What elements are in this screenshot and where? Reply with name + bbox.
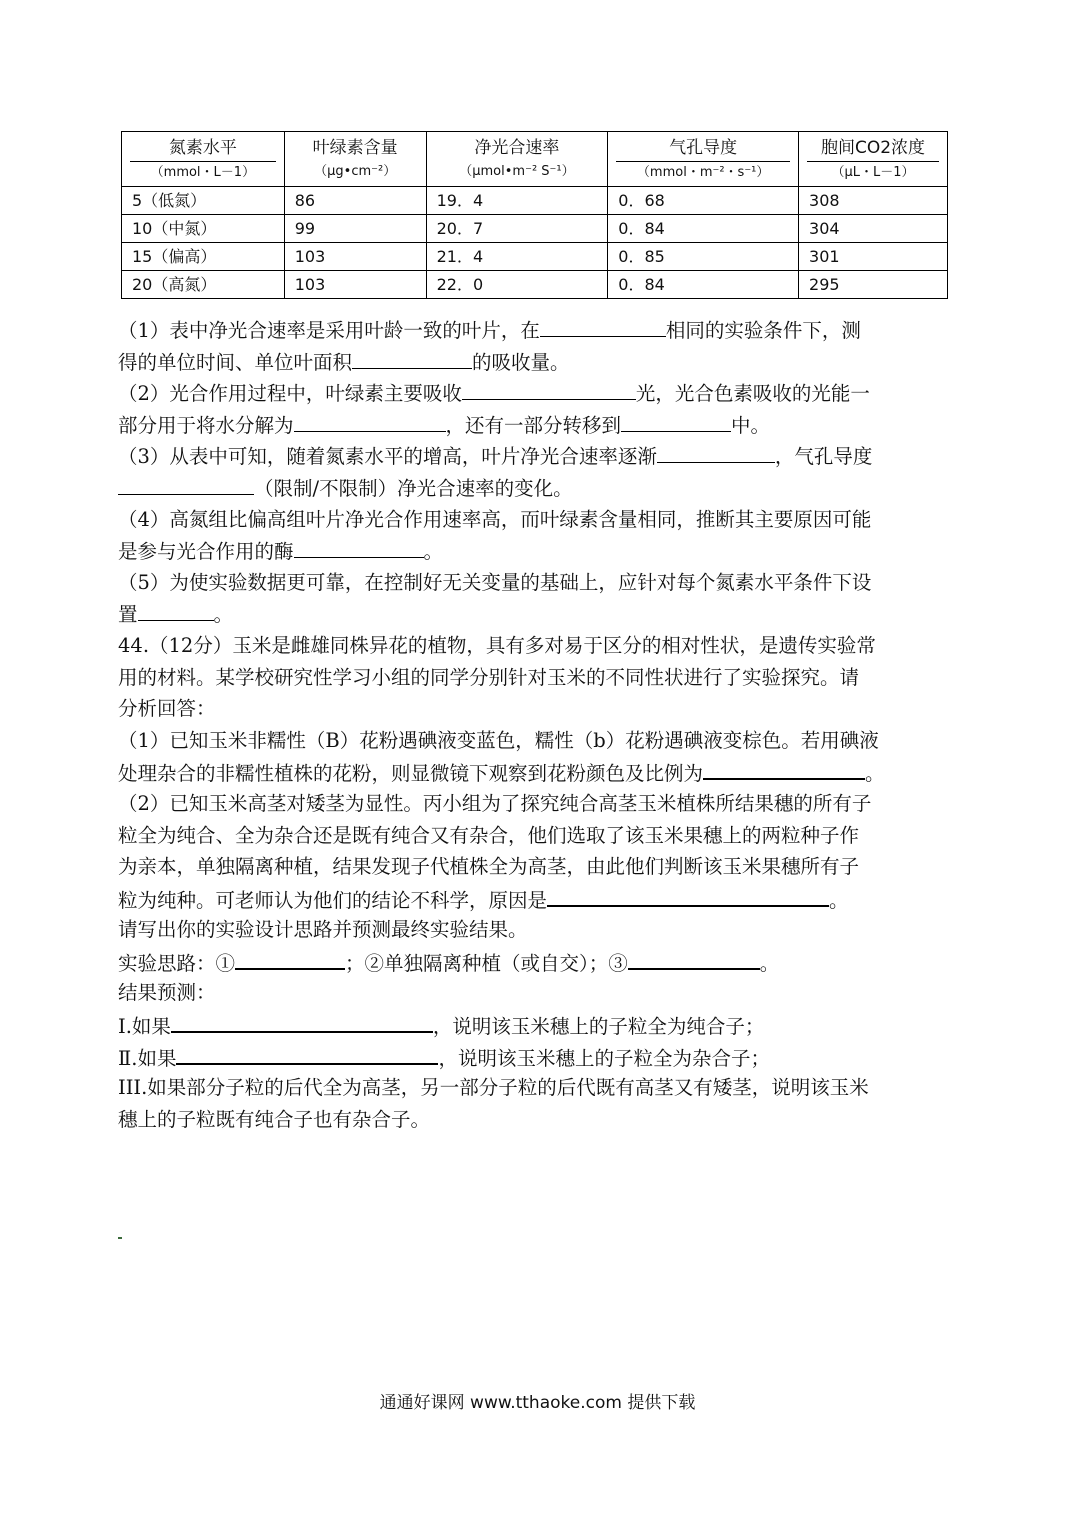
table-row — [122, 215, 948, 243]
q44-part2-line3: 为亲本，单独隔离种植，结果发现子代植株全为高茎，由此他们判断该玉米果穗所有子 — [118, 855, 860, 879]
q44-design-line: 请写出你的实验设计思路并预测最终实验结果。 — [118, 918, 528, 942]
answer-blank[interactable] — [462, 377, 636, 400]
q44-result2-line: Ⅱ.如果 ，说明该玉米穗上的子粒全为杂合子； — [118, 1041, 968, 1073]
q44-part2-line1: （2）已知玉米高茎对矮茎为显性。丙小组为了探究纯合高茎玉米植株所结果穗的所有子 — [118, 791, 872, 815]
table-cell: 21．4 — [426, 243, 608, 271]
header-net-photosynthesis: 净光合速率 （μmol•m⁻² S⁻¹） — [426, 132, 608, 187]
table-cell: 10（中氮） — [122, 215, 285, 243]
answer-blank[interactable] — [235, 946, 345, 970]
q43-part5-line1: （5）为使实验数据更可靠，在控制好无关变量的基础上，应针对每个氮素水平条件下设 — [118, 570, 872, 594]
table-cell: 301 — [799, 243, 948, 271]
table-cell: 86 — [284, 187, 426, 215]
table-header-row — [122, 132, 948, 187]
q43-part1-line2: 得的单位时间、单位叶面积 的吸收量。 — [118, 346, 968, 378]
q44-part2-line2: 粒全为纯合、全为杂合还是既有纯合又有杂合，他们选取了该玉米果穗上的两粒种子作 — [118, 823, 860, 847]
q44-idea-line: 实验思路：① ；②单独隔离种植（或自交）；③ 。 — [118, 946, 968, 978]
table-row — [122, 187, 948, 215]
header-intercellular-co2: 胞间CO2浓度 （μL・L－1） — [799, 132, 948, 187]
q43-part4-line1: （4）高氮组比偏高组叶片净光合作用速率高，而叶绿素含量相同，推断其主要原因可能 — [118, 507, 872, 531]
answer-blank[interactable] — [294, 409, 446, 432]
q44-result3-line1: III.如果部分子粒的后代全为高茎，另一部分子粒的后代既有高茎又有矮茎，说明该玉米 — [118, 1076, 869, 1100]
answer-blank[interactable] — [171, 1009, 433, 1033]
header-chlorophyll: 叶绿素含量 （μg•cm⁻²） — [284, 132, 426, 187]
page-footer: 通通好课网 www.tthaoke.com 提供下载 — [379, 1393, 696, 1413]
q44-part1-line1: （1）已知玉米非糯性（B）花粉遇碘液变蓝色，糯性（b）花粉遇碘液变棕色。若用碘液 — [118, 728, 879, 752]
answer-blank[interactable] — [703, 756, 865, 780]
q44-part2-line4: 粒为纯种。可老师认为他们的结论不科学，原因是 。 — [118, 883, 968, 915]
table-cell: 19．4 — [426, 187, 608, 215]
answer-blank[interactable] — [540, 314, 666, 337]
answer-blank[interactable] — [294, 535, 424, 558]
table-cell: 20（高氮） — [122, 271, 285, 299]
answer-blank[interactable] — [621, 409, 731, 432]
q44-predict-line: 结果预测： — [118, 981, 216, 1005]
q44-part1-line2: 处理杂合的非糯性植株的花粉，则显微镜下观察到花粉颜色及比例为 。 — [118, 756, 968, 788]
q44-intro-line1: 44.（12分）玉米是雌雄同株异花的植物，具有多对易于区分的相对性状，是遗传实验常 — [118, 633, 876, 657]
q43-part3-line2: （限制/不限制）净光合速率的变化。 — [118, 472, 968, 504]
q44-result3-line2: 穗上的子粒既有纯合子也有杂合子。 — [118, 1107, 431, 1131]
stray-mark — [118, 1237, 122, 1239]
table-cell: 308 — [799, 187, 948, 215]
table-cell: 20．7 — [426, 215, 608, 243]
q44-result1-line: Ⅰ.如果 ，说明该玉米穗上的子粒全为纯合子； — [118, 1009, 968, 1041]
header-stomatal-conductance: 气孔导度 （mmol・m⁻²・s⁻¹） — [608, 132, 799, 187]
q43-part1-line1: （1）表中净光合速率是采用叶龄一致的叶片，在 相同的实验条件下，测 — [118, 314, 968, 346]
q44-intro-line2: 用的材料。某学校研究性学习小组的同学分别针对玉米的不同性状进行了实验探究。请 — [118, 665, 860, 689]
table-cell: 103 — [284, 243, 426, 271]
table-row — [122, 271, 948, 299]
answer-blank[interactable] — [547, 883, 829, 907]
table-cell: 304 — [799, 215, 948, 243]
nitrogen-data-table — [121, 131, 948, 299]
table-cell: 295 — [799, 271, 948, 299]
table-cell: 22．0 — [426, 271, 608, 299]
table-cell: 15（偏高） — [122, 243, 285, 271]
q44-intro-line3: 分析回答： — [118, 697, 216, 721]
table-cell: 103 — [284, 271, 426, 299]
q43-part3-line1: （3）从表中可知，随着氮素水平的增高，叶片净光合速率逐渐 ，气孔导度 — [118, 440, 968, 472]
table-cell: 0．68 — [608, 187, 799, 215]
table-cell: 99 — [284, 215, 426, 243]
q43-part2-line1: （2）光合作用过程中，叶绿素主要吸收 光，光合色素吸收的光能一 — [118, 377, 968, 409]
table-cell: 0．85 — [608, 243, 799, 271]
table-cell: 0．84 — [608, 271, 799, 299]
table-cell: 0．84 — [608, 215, 799, 243]
q43-part5-line2: 置 。 — [118, 598, 968, 630]
table-cell: 5（低氮） — [122, 187, 285, 215]
answer-blank[interactable] — [176, 1041, 438, 1065]
answer-blank[interactable] — [628, 946, 760, 970]
header-nitrogen-level: 氮素水平 （mmol・L－1） — [122, 132, 285, 187]
q43-part4-line2: 是参与光合作用的酶 。 — [118, 535, 968, 567]
q43-part2-line2: 部分用于将水分解为 ，还有一部分转移到 中。 — [118, 409, 968, 441]
answer-blank[interactable] — [118, 472, 254, 495]
table-row — [122, 243, 948, 271]
answer-blank[interactable] — [138, 598, 214, 621]
question-43-body — [118, 314, 968, 1135]
answer-blank[interactable] — [657, 440, 775, 463]
answer-blank[interactable] — [352, 346, 472, 369]
